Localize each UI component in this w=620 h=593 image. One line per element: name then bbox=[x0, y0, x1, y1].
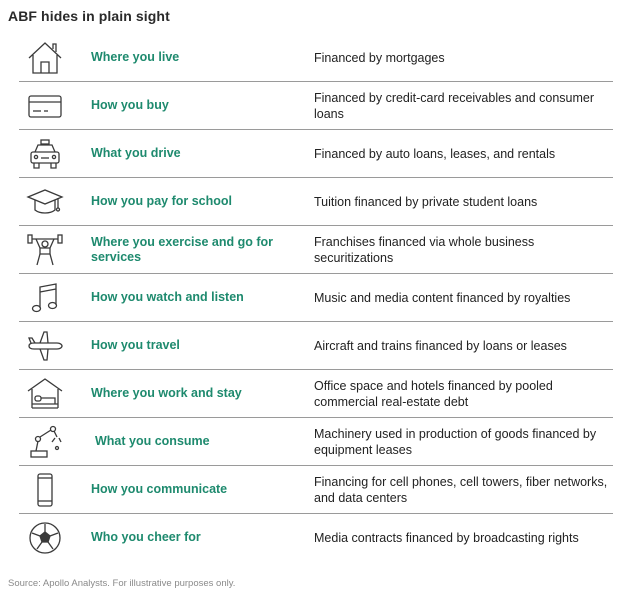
row-label: What you consume bbox=[95, 434, 210, 448]
table-row bbox=[19, 274, 613, 322]
soccer-ball-icon bbox=[26, 520, 64, 556]
table-row bbox=[19, 178, 613, 226]
row-description: Media contracts financed by broadcasting rights bbox=[314, 530, 579, 545]
table-row bbox=[19, 82, 613, 130]
row-label: Where you work and stay bbox=[91, 386, 242, 400]
graduation-cap-icon bbox=[26, 184, 64, 220]
abf-table bbox=[19, 34, 613, 561]
table-row bbox=[19, 322, 613, 370]
row-label: Who you cheer for bbox=[91, 530, 201, 544]
table-row bbox=[19, 130, 613, 178]
robot-arm-icon bbox=[26, 424, 64, 460]
row-label: How you travel bbox=[91, 338, 180, 352]
taxi-icon bbox=[26, 136, 64, 172]
row-description: Office space and hotels financed by pooled commercial real-estate debt bbox=[314, 378, 553, 409]
row-label: How you pay for school bbox=[91, 194, 232, 208]
row-description: Music and media content financed by royalties bbox=[314, 290, 571, 305]
table-row bbox=[19, 370, 613, 418]
row-description: Aircraft and trains financed by loans or leases bbox=[314, 338, 567, 353]
row-label: How you communicate bbox=[91, 482, 228, 496]
row-description: Tuition financed by private student loans bbox=[314, 194, 538, 209]
row-label: Where you exercise and go for services bbox=[91, 234, 273, 264]
weightlifter-icon bbox=[26, 232, 64, 268]
table-row bbox=[19, 34, 613, 82]
row-label: Where you live bbox=[91, 50, 180, 64]
row-description: Machinery used in production of goods financed by equipment leases bbox=[314, 426, 597, 457]
credit-card-icon bbox=[26, 88, 64, 124]
page-title: ABF hides in plain sight bbox=[8, 8, 170, 24]
table-row bbox=[19, 418, 613, 466]
music-note-icon bbox=[26, 280, 64, 316]
bed-house-icon bbox=[26, 376, 64, 412]
airplane-icon bbox=[26, 328, 64, 364]
row-description: Financed by mortgages bbox=[314, 50, 445, 65]
row-label: How you buy bbox=[91, 98, 169, 112]
row-description: Franchises financed via whole business securitizations bbox=[314, 234, 535, 265]
table-row bbox=[19, 466, 613, 514]
house-icon bbox=[26, 40, 64, 76]
table-row bbox=[19, 226, 613, 274]
row-label: What you drive bbox=[91, 146, 181, 160]
cell-phone-icon bbox=[26, 472, 64, 508]
source-note: Source: Apollo Analysts. For illustrative purposes only. bbox=[8, 578, 236, 589]
row-description: Financing for cell phones, cell towers, fiber networks, and data centers bbox=[314, 474, 608, 505]
row-description: Financed by credit-card receivables and consumer loans bbox=[314, 90, 594, 121]
row-description: Financed by auto loans, leases, and rentals bbox=[314, 146, 556, 161]
row-label: How you watch and listen bbox=[91, 290, 244, 304]
table-row bbox=[19, 514, 613, 561]
